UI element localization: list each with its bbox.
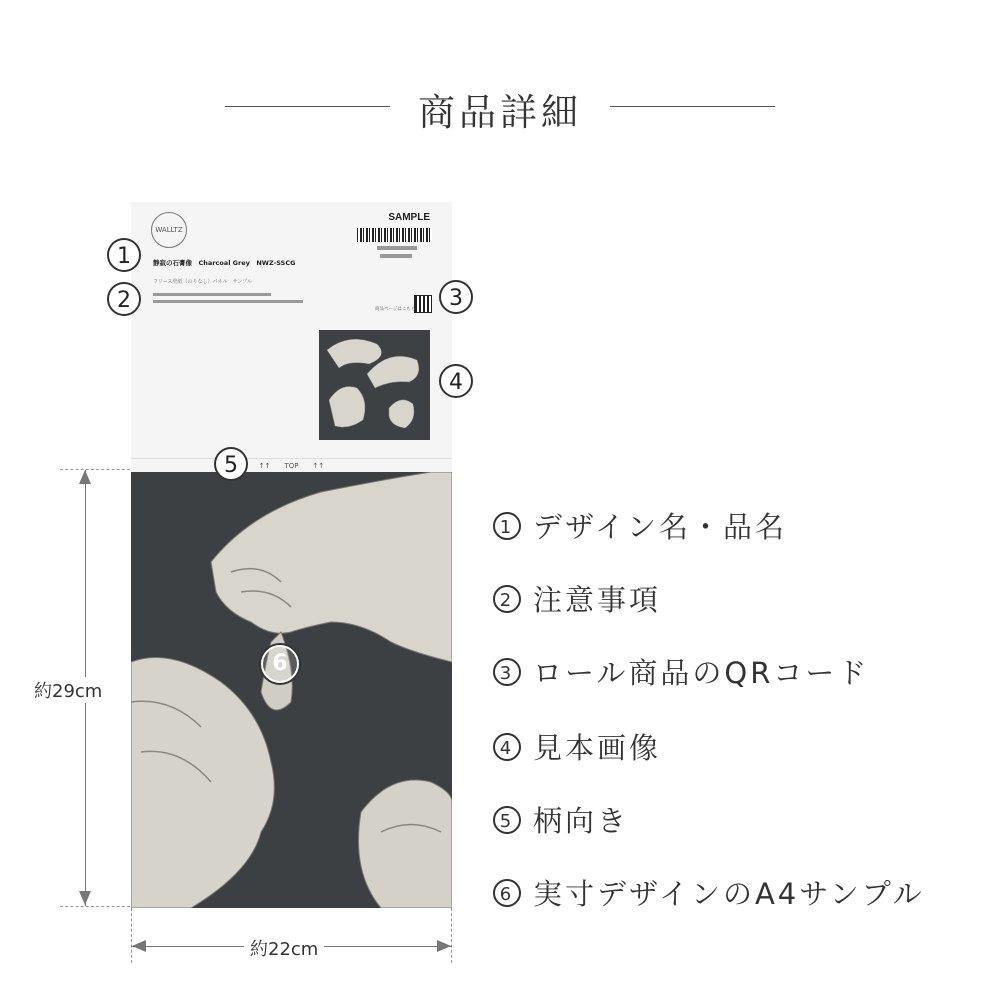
width-label: 約22cm	[244, 935, 324, 961]
legend-number: 3	[493, 658, 521, 686]
legend-item-4	[493, 726, 661, 767]
legend-text: 柄向き	[533, 804, 630, 838]
legend-item-5	[493, 799, 629, 840]
callout-6: 6	[261, 645, 299, 683]
sample-text: SAMPLE	[388, 212, 430, 223]
callout-5: 5	[214, 447, 248, 481]
legend-number: 5	[493, 806, 521, 834]
legend-text: 実寸デザインのA4サンプル	[533, 877, 925, 911]
sculpture-thumbnail-art	[319, 330, 430, 440]
notice-text: フリース壁紙（のりなし）パネル サンプル	[153, 279, 253, 285]
legend-number: 4	[493, 733, 521, 761]
sculpture-pattern-art	[131, 472, 452, 908]
dimension-guide-bottom	[60, 906, 130, 907]
sample-label-area	[131, 202, 452, 470]
callout-2: 2	[107, 282, 141, 316]
legend-item-1	[493, 505, 787, 546]
legend-text: 注意事項	[533, 583, 662, 617]
legend-text: 見本画像	[533, 731, 662, 765]
legend-item-2	[493, 578, 661, 619]
qr-caption: 商品ページはこちら	[375, 307, 416, 312]
sample-card	[131, 202, 452, 908]
legend-item-3	[493, 651, 869, 692]
barcode-icon	[357, 228, 432, 242]
product-name: 静寂の石膏像 Charcoal Grey NWZ-SSCG	[153, 259, 296, 267]
sample-thumbnail	[319, 330, 430, 440]
legend-number: 2	[493, 585, 521, 613]
page-title: 商品詳細	[418, 91, 582, 134]
section-title	[0, 82, 1000, 132]
dimension-guide-top	[60, 469, 130, 470]
pattern-direction-indicator: ↑↑ TOP ↑↑	[131, 458, 452, 473]
a4-pattern-sample	[131, 472, 452, 908]
legend-item-6	[493, 872, 925, 913]
title-divider-right	[610, 106, 775, 107]
notice-line	[153, 293, 271, 296]
callout-4: 4	[439, 364, 473, 398]
qr-code-icon	[414, 295, 432, 313]
dimension-guide-right	[451, 908, 452, 963]
legend-number: 1	[493, 512, 521, 540]
barcode-bar	[377, 246, 417, 250]
callout-3: 3	[439, 280, 473, 314]
dimension-guide-left	[131, 908, 132, 963]
callout-1: 1	[107, 238, 141, 272]
legend-text: ロール商品のQRコード	[533, 656, 870, 690]
brand-logo: WALLTZ	[151, 212, 187, 248]
barcode-bar	[380, 254, 412, 258]
height-label: 約29cm	[34, 677, 102, 703]
notice-line	[153, 300, 303, 303]
legend-text: デザイン名・品名	[533, 510, 787, 544]
legend-number: 6	[493, 879, 521, 907]
